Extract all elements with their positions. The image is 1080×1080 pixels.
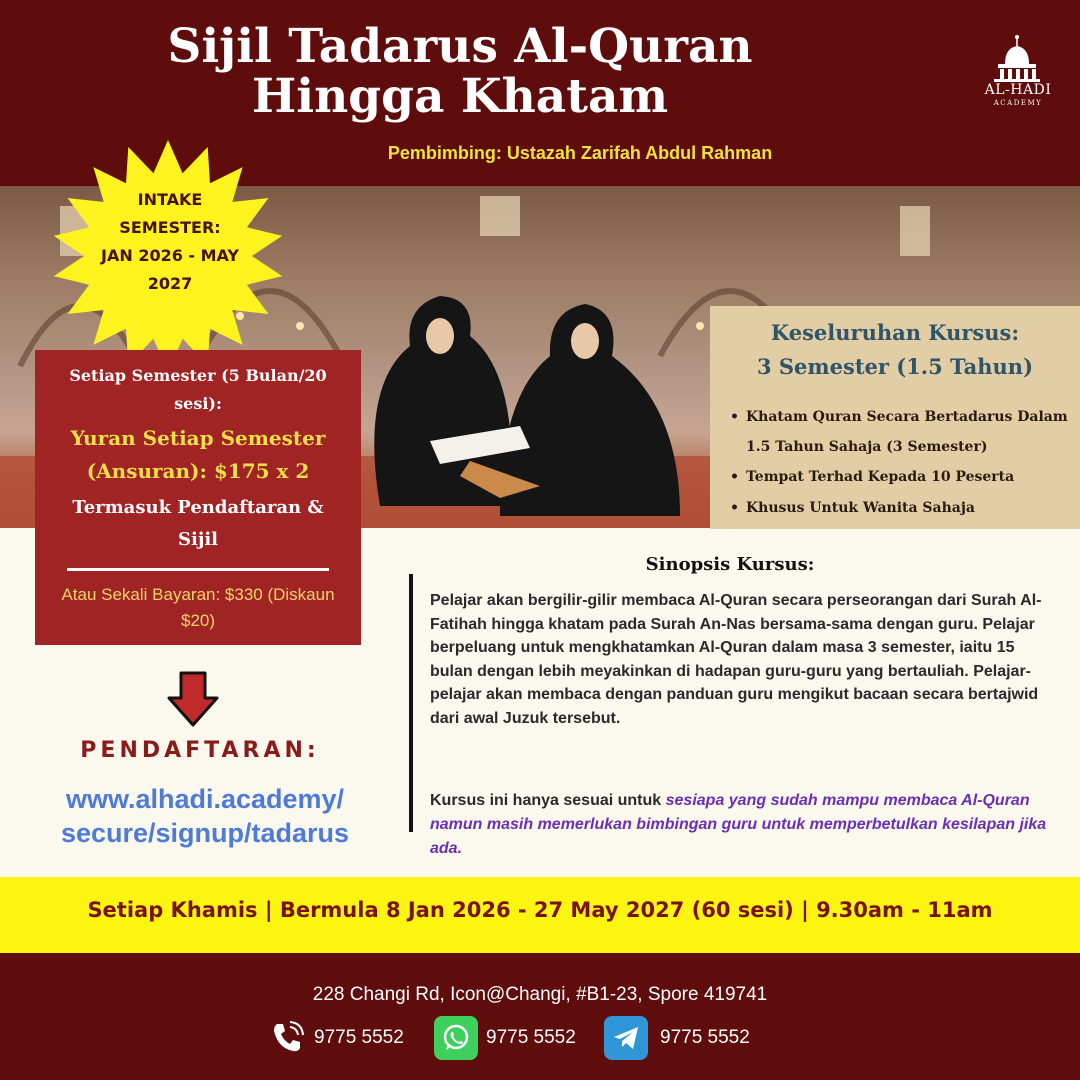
course-summary-title (710, 316, 1080, 384)
fee-includes: Termasuk Pendaftaran & Sijil (72, 497, 324, 550)
course-bullet: • Tempat Terhad Kepada 10 Peserta (728, 462, 1080, 493)
course-bullet: • Khatam Quran Secara Bertadarus Dalam 1.5 Tahun Sahaja (3 Semester) (728, 402, 1080, 462)
synopsis-note-highlight: sesiapa yang sudah mampu membaca Al-Quran namun masih memerlukan bimbingan guru untuk memperbetulkan kesilapan jika ada. (430, 792, 1047, 857)
registration-label: PENDAFTARAN: (80, 738, 320, 763)
course-summary-title-line1: Keseluruhan Kursus: (770, 320, 1020, 345)
synopsis-note (430, 789, 1055, 861)
synopsis-note-prefix: Kursus ini hanya sesuai untuk (430, 792, 666, 809)
page-title: Sijil Tadarus Al-Quran Hingga Khatam (167, 19, 753, 124)
down-arrow-icon (166, 670, 220, 728)
phone-icon (268, 1019, 306, 1057)
one-time-payment: Atau Sekali Bayaran: $330 (Diskaun $20) (61, 585, 335, 630)
telegram-glyph (611, 1023, 641, 1053)
whatsapp-glyph (440, 1022, 472, 1054)
class-schedule: Setiap Khamis | Bermula 8 Jan 2026 - 27 May 2027 (60 sesi) | 9.30am - 11am (87, 898, 993, 922)
synopsis-divider (409, 574, 413, 832)
telegram-icon (604, 1016, 648, 1060)
semester-fee: Yuran Setiap Semester (Ansuran): $175 x 2 (70, 426, 326, 483)
course-summary-title-line2: 3 Semester (1.5 Tahun) (756, 354, 1034, 379)
registration-url-line2[interactable]: secure/signup/tadarus (60, 818, 350, 848)
intake-badge-text (70, 186, 270, 298)
course-bullet: • Khusus Untuk Wanita Sahaja (728, 493, 1080, 524)
registration-url-line1[interactable]: www.alhadi.academy/ (65, 784, 345, 814)
address: 228 Changi Rd, Icon@Changi, #B1-23, Spore 419741 (312, 984, 768, 1005)
intake-dates: JAN 2026 - MAY 2027 (101, 246, 239, 293)
synopsis-title: Sinopsis Kursus: (645, 554, 815, 575)
registration-link[interactable] (20, 782, 390, 850)
whatsapp-icon (434, 1016, 478, 1060)
logo-subtitle: ACADEMY (993, 99, 1043, 107)
whatsapp-contact[interactable] (434, 1016, 576, 1060)
phone-contact[interactable] (268, 1016, 404, 1060)
divider (67, 568, 329, 571)
telegram-number[interactable]: 9775 5552 (660, 1027, 750, 1048)
telegram-contact[interactable] (604, 1016, 750, 1060)
phone-number[interactable]: 9775 5552 (314, 1027, 404, 1048)
course-bullet-list (728, 402, 1080, 524)
course-summary-box (710, 306, 1080, 529)
synopsis-body: Pelajar akan bergilir-gilir membaca Al-Quran secara perseorangan dari Surah Al-Fatihah hingga khatam pada Surah An-Nas bersama-sama dengan guru. Pelajar berpeluang untuk mengkhatamkan Al-Quran dalam masa 3 semester, iaitu 15 bulan dengan lebih meyakinkan di hadapan guru-guru yang bertauliah. Pelajar-pelajar akan membaca dengan panduan guru mengikut bacaan secara bertajwid dari awal Juzuk tersebut. (430, 592, 1042, 727)
instructor-subtitle: Pembimbing: Ustazah Zarifah Abdul Rahman (387, 143, 773, 163)
intake-label: INTAKE SEMESTER: (119, 190, 221, 237)
semester-duration: Setiap Semester (5 Bulan/20 sesi): (69, 366, 327, 413)
semester-fee-box (35, 350, 361, 645)
logo-name: AL-HADI (984, 82, 1052, 98)
whatsapp-number[interactable]: 9775 5552 (486, 1027, 576, 1048)
